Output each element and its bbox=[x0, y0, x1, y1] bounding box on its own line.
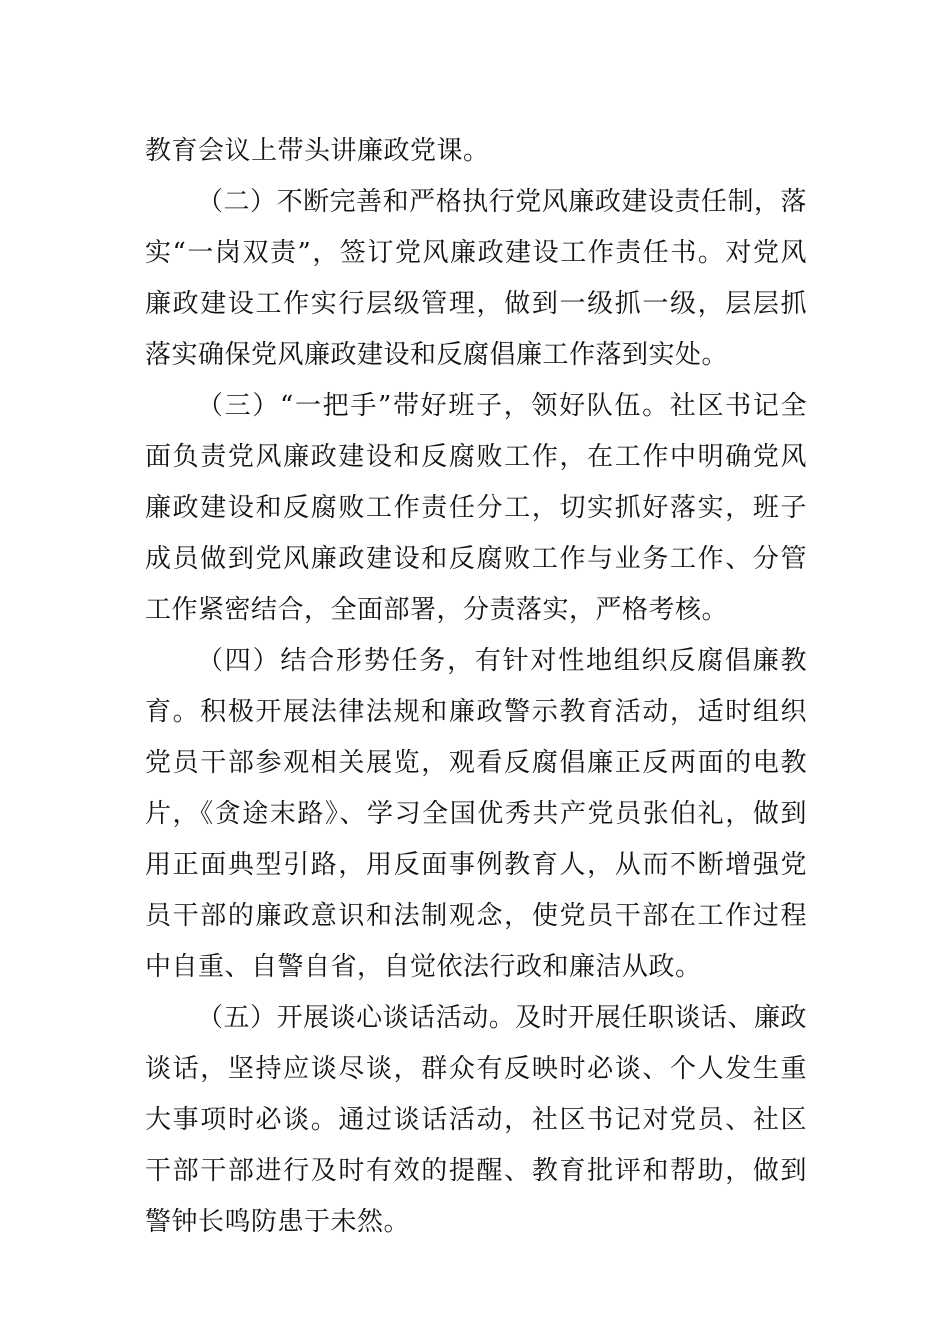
paragraph-education: （四）结合形势任务，有针对性地组织反腐倡廉教育。积极开展法律法规和廉政警示教育活动，适时组织党员干部参观相关展览，观看反腐倡廉正反两面的电教片，《贪途末路》、学习全国优秀共产党员张伯礼，做到用正面典型引路，用反面事例教育人，从而不断增强党员干部的廉政意识和法制观念，使党员干部在工作过程中自重、自警自省，自觉依法行政和廉洁从政。 bbox=[145, 646, 807, 982]
document-body bbox=[145, 126, 807, 1248]
paragraph-leadership: （三）“一把手”带好班子，领好队伍。社区书记全面负责党风廉政建设和反腐败工作，在工作中明确党风廉政建设和反腐败工作责任分工，切实抓好落实，班子成员做到党风廉政建设和反腐败工作与业务工作、分管工作紧密结合，全面部署，分责落实，严格考核。 bbox=[145, 391, 807, 625]
paragraph-continuation: 教育会议上带头讲廉政党课。 bbox=[145, 136, 490, 166]
paragraph-talks: （五）开展谈心谈话活动。及时开展任职谈话、廉政谈话，坚持应谈尽谈，群众有反映时必谈、个人发生重大事项时必谈。通过谈话活动，社区书记对党员、社区干部干部进行及时有效的提醒、教育批评和帮助，做到警钟长鸣防患于未然。 bbox=[145, 1003, 807, 1237]
paragraph-responsibility-system: （二）不断完善和严格执行党风廉政建设责任制，落实“一岗双责”，签订党风廉政建设工作责任书。对党风廉政建设工作实行层级管理，做到一级抓一级，层层抓落实确保党风廉政建设和反腐倡廉工作落到实处。 bbox=[145, 187, 807, 370]
